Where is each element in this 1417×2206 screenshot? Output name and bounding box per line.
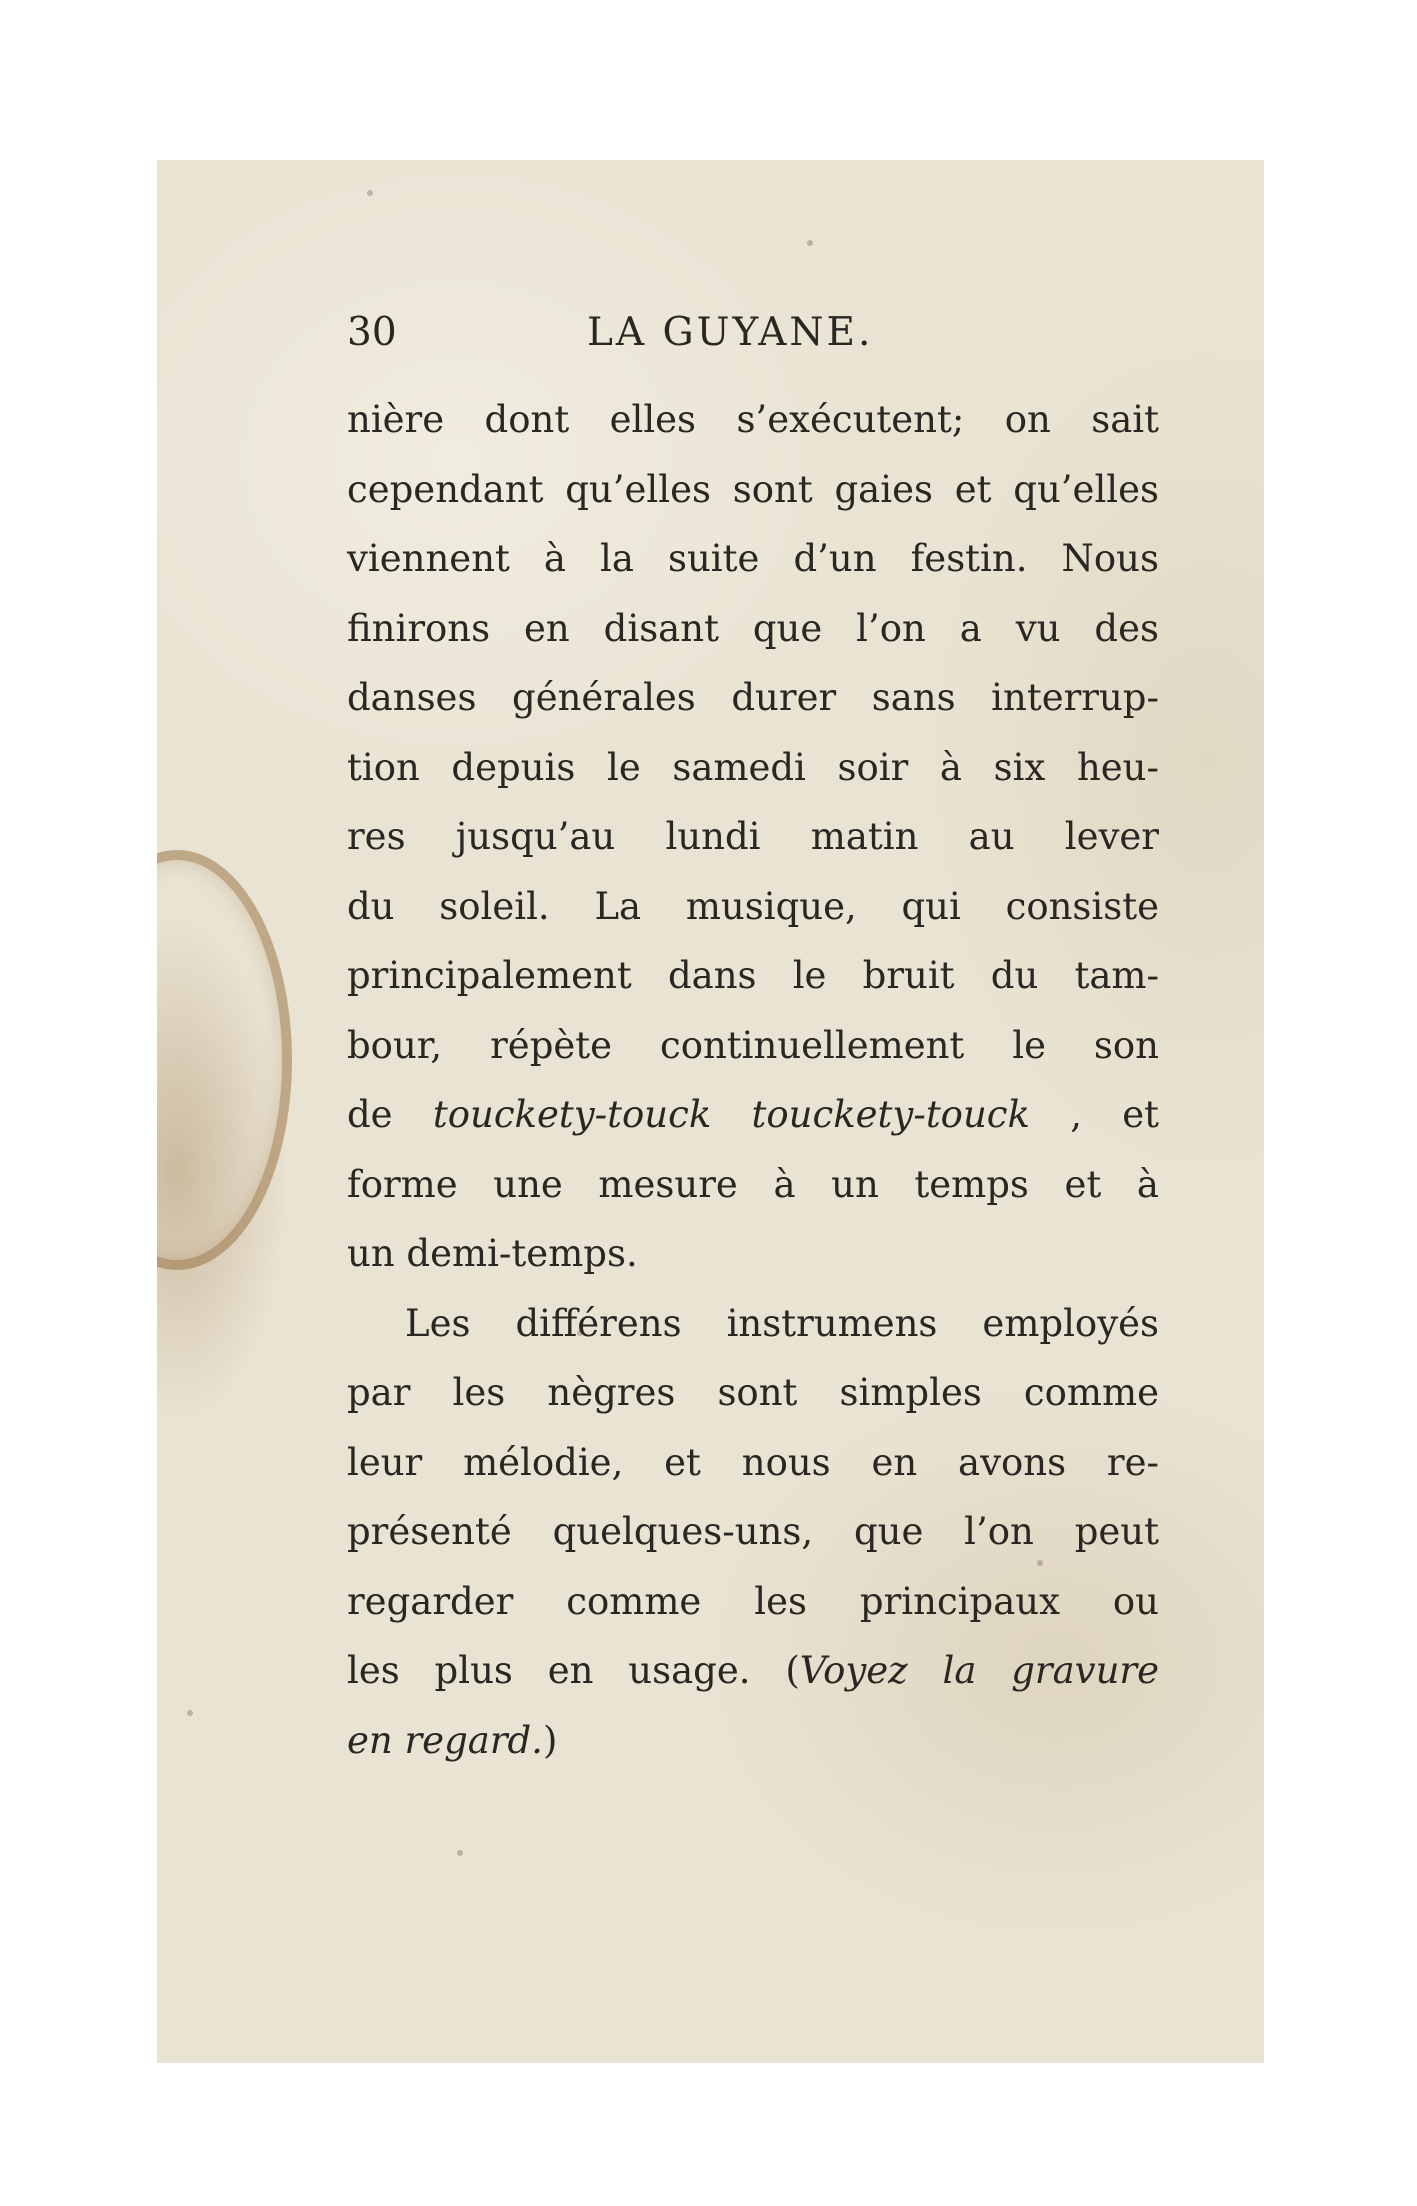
text-line: principalement dans le bruit du tam-: [347, 954, 1159, 997]
text-segment: , et: [1070, 1093, 1159, 1136]
speck: [367, 190, 373, 196]
text-line: leur mélodie, et nous en avons re-: [347, 1440, 1159, 1484]
text-line: regarder comme les principaux ou: [347, 1579, 1159, 1623]
running-title: LA GUYANE.: [587, 310, 874, 355]
body-text: [347, 385, 1159, 1775]
italic-phrase: en regard.: [347, 1718, 543, 1762]
text-segment: ): [542, 1718, 558, 1762]
text-line: [347, 1706, 1159, 1776]
book-page: [157, 160, 1264, 2063]
text-line: res jusqu’au lundi matin au lever: [347, 815, 1159, 858]
text-line: [347, 1080, 1159, 1150]
water-stain: [157, 850, 292, 1270]
text-segment: de: [347, 1093, 433, 1136]
text-line: par les nègres sont simples comme: [347, 1371, 1159, 1414]
text-line: cependant qu’elles sont gaies et qu’elles: [347, 467, 1159, 511]
text-line: danses générales durer sans interrup-: [347, 676, 1159, 719]
text-line: présenté quelques-uns, que l’on peut: [347, 1510, 1159, 1553]
text-line: forme une mesure à un temps et à: [347, 1162, 1159, 1206]
text-line: tion depuis le samedi soir à six heu-: [347, 745, 1159, 789]
italic-phrase: Voyez la gravure: [799, 1649, 1159, 1692]
text-line: nière dont elles s’exécutent; on sait: [347, 398, 1159, 441]
speck: [807, 240, 813, 246]
speck: [187, 1710, 193, 1716]
text-line: finirons en disant que l’on a vu des: [347, 606, 1159, 650]
text-line: viennent à la suite d’un festin. Nous: [347, 537, 1159, 580]
speck: [457, 1850, 463, 1856]
text-line: un demi-temps.: [347, 1232, 638, 1275]
text-line: bour, répète continuellement le son: [347, 1023, 1159, 1067]
page-number: 30: [347, 310, 397, 355]
page-header: [347, 310, 1077, 370]
text-line: Les différens instrumens employés: [405, 1301, 1159, 1345]
text-line: du soleil. La musique, qui consiste: [347, 884, 1159, 928]
text-line: [347, 1636, 1159, 1706]
italic-phrase: touckety-touck touckety-touck: [432, 1093, 1030, 1136]
text-segment: les plus en usage. (: [347, 1649, 800, 1692]
